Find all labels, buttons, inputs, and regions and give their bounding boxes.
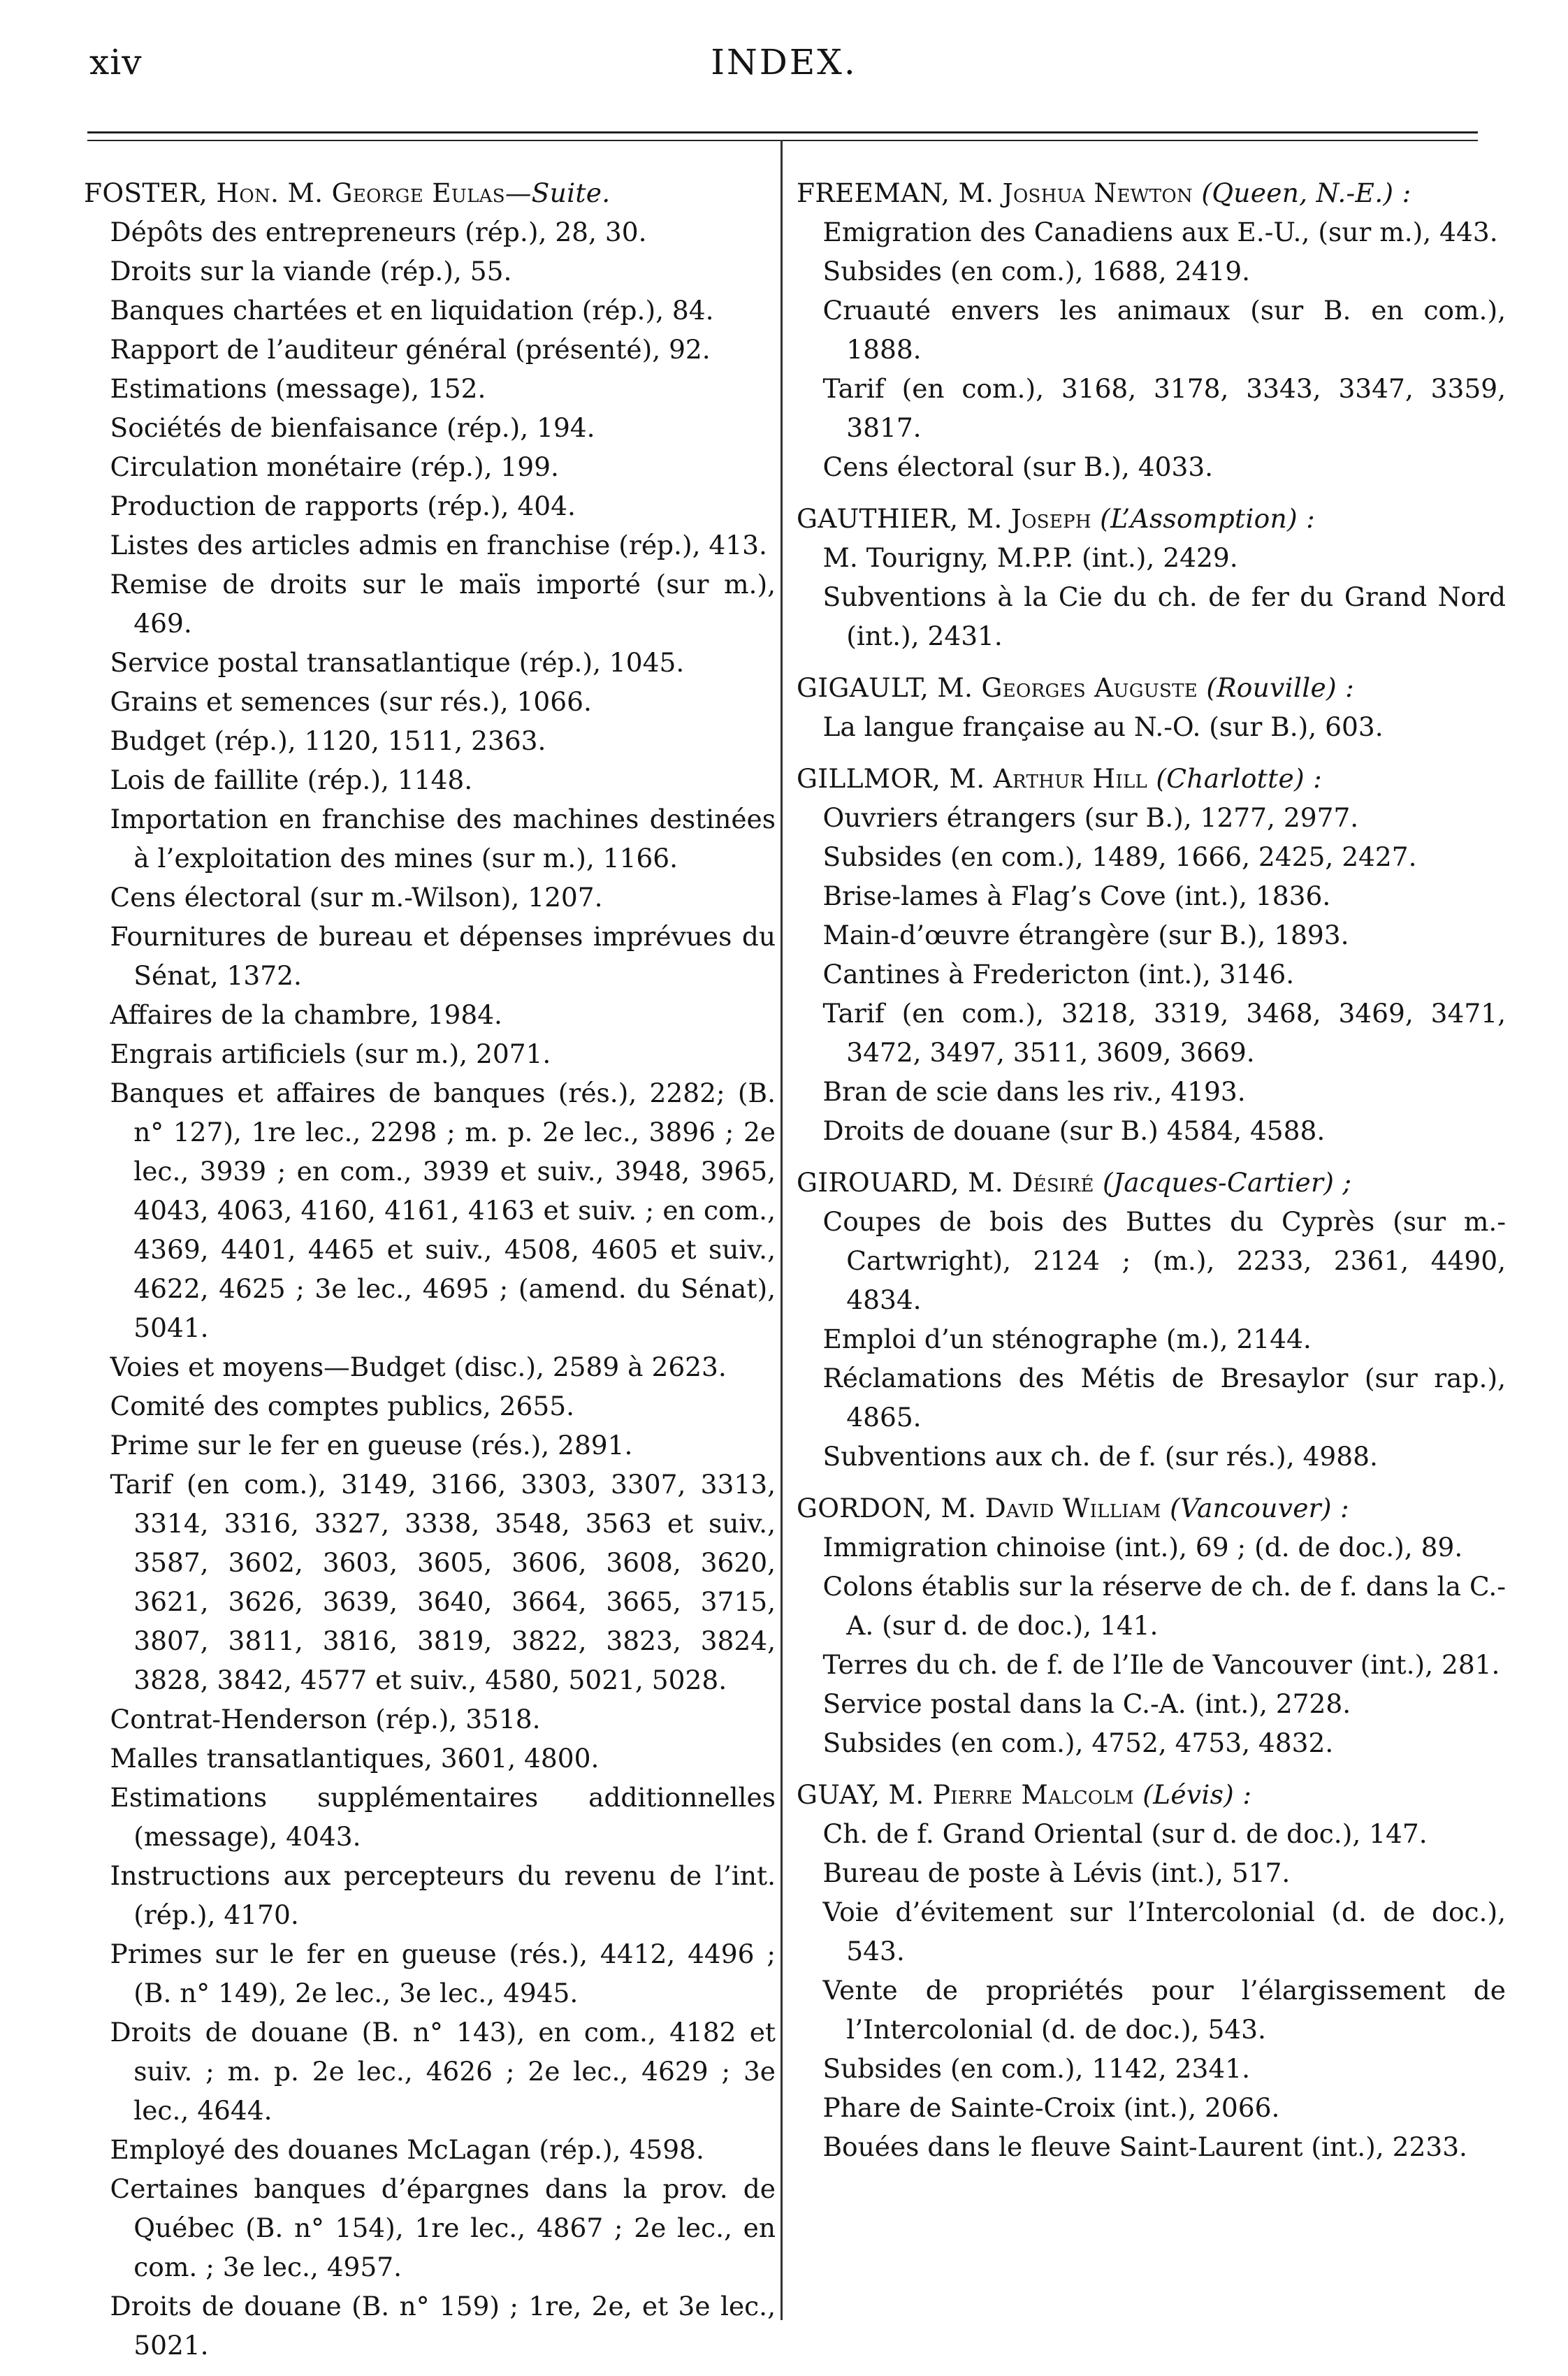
index-subentry: Droits de douane (B. n° 159) ; 1re, 2e, et 3e lec., 5021. [110, 2291, 776, 2361]
entry-given-names: Pierre Malcolm [932, 1779, 1134, 1810]
index-subentry: Estimations (message), 152. [110, 373, 486, 404]
right-column [797, 173, 1506, 2166]
index-subentry: Ouvriers étrangers (sur B.), 1277, 2977. [822, 802, 1359, 833]
index-entry [797, 1163, 1506, 1476]
running-title: INDEX. [711, 42, 857, 82]
index-subentry: Vente de propriétés pour l’élargissement de l’Intercolonial (d. de doc.), 543. [822, 1975, 1506, 2045]
index-subentry: Cens électoral (sur m.-Wilson), 1207. [110, 882, 603, 913]
index-subentry: Instructions aux percepteurs du revenu de l’int. (rép.), 4170. [110, 1860, 776, 1930]
index-subentry: Listes des articles admis en franchise (rép.), 413. [110, 530, 767, 560]
index-subentry: Fournitures de bureau et dépenses imprévues du Sénat, 1372. [110, 921, 776, 991]
entry-riding: (L’Assomption) : [1100, 503, 1316, 534]
header-rule-top [87, 131, 1478, 133]
index-subentry: Contrat-Henderson (rép.), 3518. [110, 1704, 541, 1734]
index-subentry: Employé des douanes McLagan (rép.), 4598. [110, 2134, 704, 2165]
index-subentry: Lois de faillite (rép.), 1148. [110, 765, 473, 795]
entry-riding: (Lévis) : [1142, 1779, 1252, 1810]
entry-given-names: David William [985, 1493, 1161, 1523]
entry-title: M. [968, 1167, 1004, 1198]
index-subentry: Immigration chinoise (int.), 69 ; (d. de doc.), 89. [822, 1532, 1463, 1563]
index-subentry: Terres du ch. de f. de l’Ile de Vancouver (int.), 281. [822, 1649, 1500, 1680]
entry-surname: FOSTER, [84, 178, 208, 208]
index-subentry: Cantines à Fredericton (int.), 3146. [822, 959, 1295, 990]
entry-riding: (Rouville) : [1206, 672, 1355, 703]
entry-surname: GIGAULT, [797, 672, 929, 703]
index-entry [84, 173, 776, 2365]
index-subentry: Certaines banques d’épargnes dans la prov. de Québec (B. n° 154), 1re lec., 4867 ; 2e lec., en com. ; 3e lec., 4957. [110, 2173, 776, 2282]
index-subentry: Colons établis sur la réserve de ch. de f. dans la C.-A. (sur d. de doc.), 141. [822, 1571, 1506, 1641]
column-divider [781, 140, 783, 2320]
entry-title: M. [949, 763, 985, 794]
index-subentry: Banques et affaires de banques (rés.), 2282; (B. n° 127), 1re lec., 2298 ; m. p. 2e lec., 3896 ; 2e lec., 3939 ; en com., 3939 et suiv., 3948, 3965, 4043, 4063, 4160, 4161, 4163 et suiv. ; en com., 4369, 4401, 4465 et suiv., 4508, 4605 et suiv., 4622, 4625 ; 3e lec., 4695 ; (amend. du Sénat), 5041. [110, 1078, 776, 1343]
entry-surname: GORDON, [797, 1493, 933, 1523]
index-entry [797, 499, 1506, 655]
index-subentry: Droits de douane (sur B.) 4584, 4588. [822, 1115, 1326, 1146]
index-subentry: Importation en franchise des machines destinées à l’exploitation des mines (sur m.), 1166. [110, 804, 776, 874]
index-subentry: Bran de scie dans les riv., 4193. [822, 1076, 1246, 1107]
index-subentry: La langue française au N.-O. (sur B.), 603. [822, 711, 1384, 742]
index-subentry: Brise-lames à Flag’s Cove (int.), 1836. [822, 881, 1331, 911]
index-subentry: Engrais artificiels (sur m.), 2071. [110, 1038, 551, 1069]
index-subentry: Subventions à la Cie du ch. de fer du Grand Nord (int.), 2431. [822, 581, 1506, 651]
entry-riding: (Charlotte) : [1156, 763, 1323, 794]
entry-heading [797, 668, 1506, 707]
entry-title: M. [958, 178, 994, 208]
entry-given-names: Désiré [1012, 1167, 1094, 1198]
entry-suite: —Suite. [504, 178, 611, 208]
index-subentry: Droits sur la viande (rép.), 55. [110, 256, 512, 287]
index-subentry: Circulation monétaire (rép.), 199. [110, 451, 559, 482]
index-subentry: Budget (rép.), 1120, 1511, 2363. [110, 725, 546, 756]
index-subentry: Tarif (en com.), 3218, 3319, 3468, 3469, 3471, 3472, 3497, 3511, 3609, 3669. [822, 998, 1506, 1068]
index-subentry: Réclamations des Métis de Bresaylor (sur rap.), 4865. [822, 1363, 1506, 1433]
entry-given-names: Joshua Newton [1002, 178, 1193, 208]
page-number: xiv [89, 42, 143, 82]
index-subentry: Phare de Sainte-Croix (int.), 2066. [822, 2092, 1280, 2123]
index-subentry: Primes sur le fer en gueuse (rés.), 4412, 4496 ; (B. n° 149), 2e lec., 3e lec., 4945. [110, 1939, 776, 2008]
index-subentry: Prime sur le fer en gueuse (rés.), 2891. [110, 1430, 633, 1461]
entry-given-names: George Eulas [331, 178, 505, 208]
index-subentry: Rapport de l’auditeur général (présenté), 92. [110, 334, 711, 365]
index-subentry: Subventions aux ch. de f. (sur rés.), 4988. [822, 1441, 1378, 1472]
index-subentry: Voies et moyens—Budget (disc.), 2589 à 2623. [110, 1352, 727, 1382]
index-subentry: Subsides (en com.), 1688, 2419. [822, 256, 1250, 287]
index-subentry: Dépôts des entrepreneurs (rép.), 28, 30. [110, 217, 647, 247]
index-subentry: Service postal transatlantique (rép.), 1045. [110, 647, 685, 678]
index-subentry: Main-d’œuvre étrangère (sur B.), 1893. [822, 920, 1349, 950]
index-subentry: Bureau de poste à Lévis (int.), 517. [822, 1857, 1291, 1888]
index-subentry: Bouées dans le fleuve Saint-Laurent (int.), 2233. [822, 2131, 1467, 2162]
index-subentry: Sociétés de bienfaisance (rép.), 194. [110, 412, 595, 443]
index-subentry: Droits de douane (B. n° 143), en com., 4182 et suiv. ; m. p. 2e lec., 4626 ; 2e lec., 4629 ; 3e lec., 4644. [110, 2017, 776, 2126]
index-subentry: Cens électoral (sur B.), 4033. [822, 451, 1214, 482]
entry-heading [84, 173, 776, 212]
entry-heading [797, 759, 1506, 798]
entry-given-names: Joseph [1010, 503, 1091, 534]
index-entry [797, 668, 1506, 746]
index-subentry: Subsides (en com.), 4752, 4753, 4832. [822, 1727, 1334, 1758]
index-subentry: Cruauté envers les animaux (sur B. en com.), 1888. [822, 295, 1506, 365]
entry-heading [797, 173, 1506, 212]
index-subentry: Service postal dans la C.-A. (int.), 2728. [822, 1688, 1351, 1719]
entry-title: M. [937, 672, 973, 703]
entry-heading [797, 1488, 1506, 1528]
index-subentry: Emploi d’un sténographe (m.), 2144. [822, 1324, 1312, 1354]
index-subentry: M. Tourigny, M.P.P. (int.), 2429. [822, 542, 1238, 573]
entry-riding: (Queen, N.-E.) : [1201, 178, 1411, 208]
index-subentry: Estimations supplémentaires additionnelles (message), 4043. [110, 1782, 776, 1852]
entry-surname: GAUTHIER, [797, 503, 959, 534]
index-subentry: Emigration des Canadiens aux E.-U., (sur m.), 443. [822, 217, 1498, 247]
index-subentry: Production de rapports (rép.), 404. [110, 491, 576, 521]
entry-title: Hon. M. [216, 178, 324, 208]
entry-heading [797, 1163, 1506, 1202]
entry-title: M. [966, 503, 1003, 534]
entry-heading [797, 499, 1506, 538]
index-subentry: Subsides (en com.), 1489, 1666, 2425, 2427. [822, 841, 1417, 872]
page-header [0, 0, 1568, 133]
entry-surname: GILLMOR, [797, 763, 941, 794]
index-subentry: Tarif (en com.), 3168, 3178, 3343, 3347, 3359, 3817. [822, 373, 1506, 443]
entry-heading [797, 1775, 1506, 1814]
header-rule-bottom [87, 140, 1478, 141]
index-subentry: Remise de droits sur le maïs importé (sur m.), 469. [110, 569, 776, 639]
index-subentry: Malles transatlantiques, 3601, 4800. [110, 1743, 600, 1774]
index-subentry: Banques chartées et en liquidation (rép.), 84. [110, 295, 714, 326]
entry-title: M. [941, 1493, 977, 1523]
index-subentry: Affaires de la chambre, 1984. [110, 999, 502, 1030]
index-subentry: Coupes de bois des Buttes du Cyprès (sur m.-Cartwright), 2124 ; (m.), 2233, 2361, 4490, 4834. [822, 1206, 1506, 1315]
index-entry [797, 173, 1506, 486]
left-column [84, 173, 776, 2365]
entry-riding: (Vancouver) : [1170, 1493, 1349, 1523]
index-subentry: Grains et semences (sur rés.), 1066. [110, 686, 592, 717]
entry-surname: GUAY, [797, 1779, 880, 1810]
entry-surname: FREEMAN, [797, 178, 950, 208]
index-subentry: Voie d’évitement sur l’Intercolonial (d. de doc.), 543. [822, 1897, 1506, 1966]
index-subentry: Ch. de f. Grand Oriental (sur d. de doc.), 147. [822, 1818, 1428, 1849]
entry-given-names: Georges Auguste [981, 672, 1198, 703]
index-entry [797, 1488, 1506, 1762]
index-entry [797, 759, 1506, 1150]
entry-given-names: Arthur Hill [993, 763, 1148, 794]
index-subentry: Subsides (en com.), 1142, 2341. [822, 2053, 1250, 2084]
index-subentry: Comité des comptes publics, 2655. [110, 1391, 575, 1421]
index-subentry: Tarif (en com.), 3149, 3166, 3303, 3307, 3313, 3314, 3316, 3327, 3338, 3548, 3563 et suiv., 3587, 3602, 3603, 3605, 3606, 3608, 3620, 3621, 3626, 3639, 3640, 3664, 3665, 3715, 3807, 3811, 3816, 3819, 3822, 3823, 3824, 3828, 3842, 4577 et suiv., 4580, 5021, 5028. [110, 1469, 776, 1695]
entry-riding: (Jacques-Cartier) ; [1102, 1167, 1352, 1198]
index-entry [797, 1775, 1506, 2166]
entry-title: M. [888, 1779, 924, 1810]
entry-surname: GIROUARD, [797, 1167, 959, 1198]
